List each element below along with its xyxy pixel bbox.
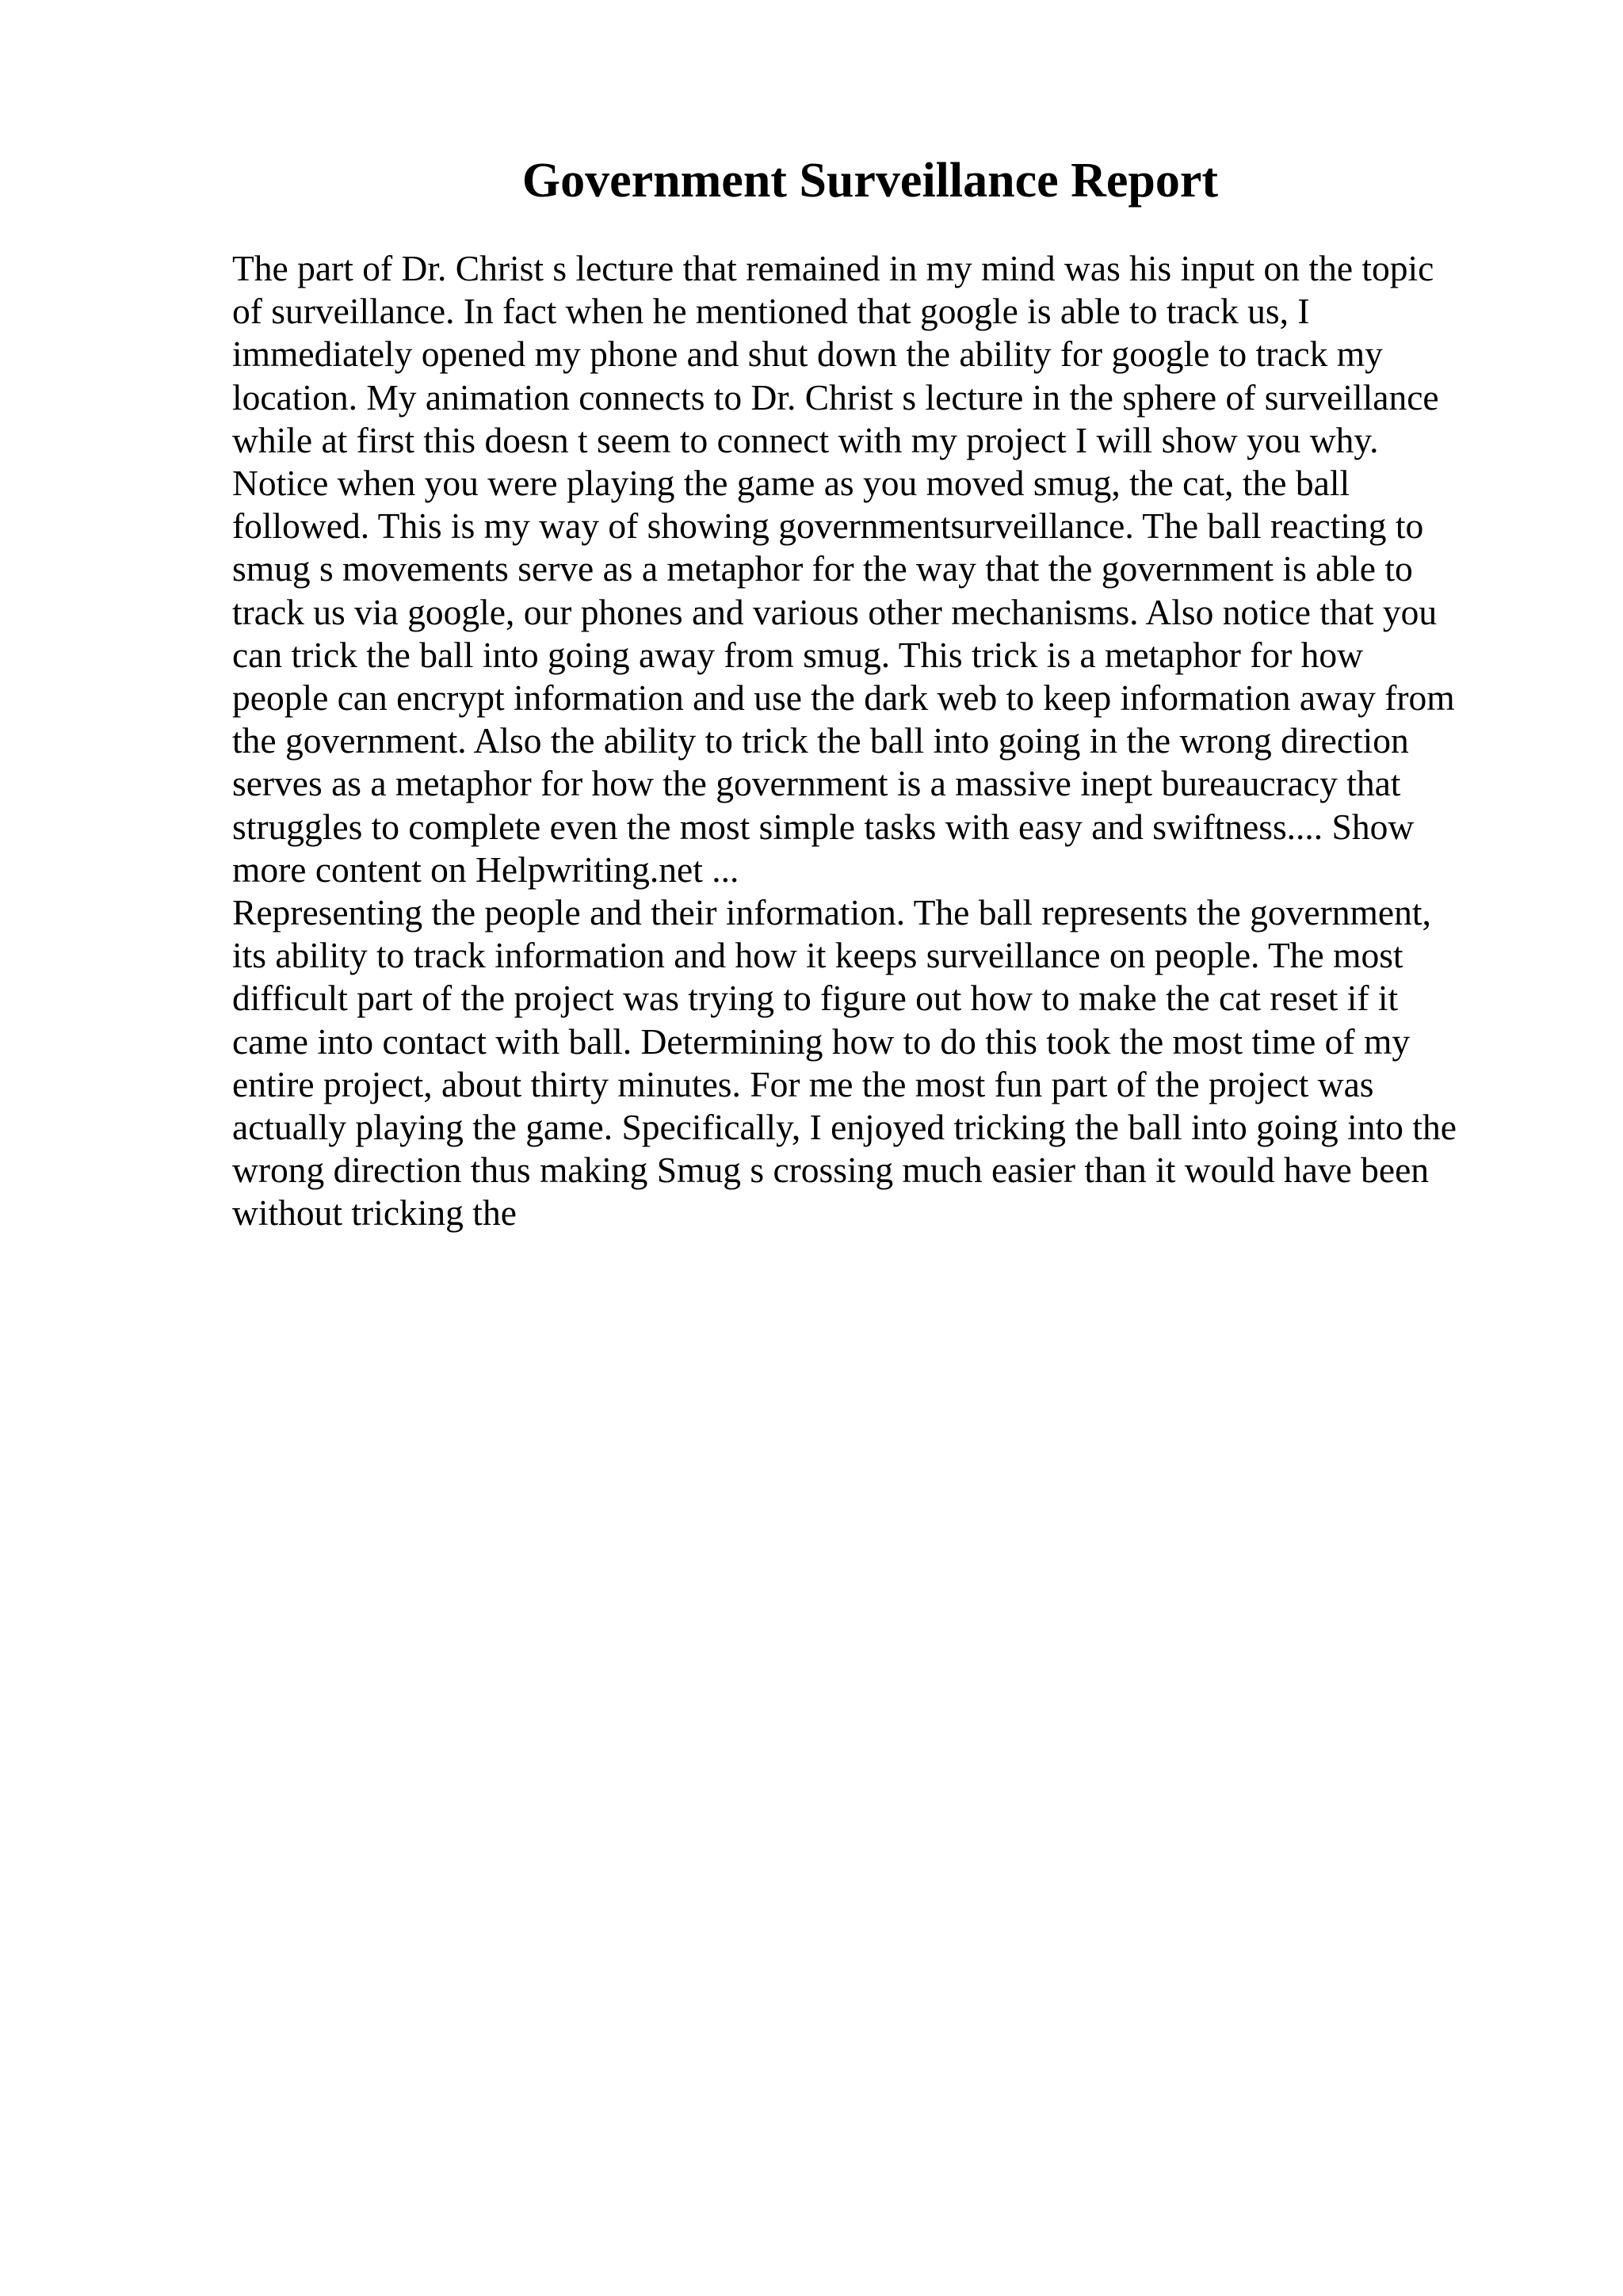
- body-line: wrong direction thus making Smug s crossing much easier than it would have been: [232, 1150, 1430, 1191]
- body-line: people can encrypt information and use the dark web to keep information away from: [232, 677, 1455, 719]
- body-line: Representing the people and their information. The ball represents the government,: [232, 892, 1431, 933]
- body-line: followed. This is my way of showing governmentsurveillance. The ball reacting to: [232, 505, 1424, 547]
- body-line: Notice when you were playing the game as you moved smug, the cat, the ball: [232, 463, 1350, 504]
- body-line: difficult part of the project was trying to figure out how to make the cat reset if it: [232, 978, 1399, 1019]
- body-line: struggles to complete even the most simple tasks with easy and swiftness.... Show: [232, 806, 1415, 847]
- body-line: entire project, about thirty minutes. For me the most fun part of the project was: [232, 1063, 1374, 1104]
- body-line: more content on Helpwriting.net ...: [232, 849, 739, 890]
- body-line: of surveillance. In fact when he mentioned that google is able to track us, I: [232, 291, 1310, 332]
- document-title: Government Surveillance Report: [521, 154, 1219, 208]
- body-line: the government. Also the ability to trick the ball into going in the wrong direction: [232, 720, 1409, 761]
- body-line: smug s movements serve as a metaphor for the way that the government is able to: [232, 548, 1413, 589]
- body-line: location. My animation connects to Dr. Christ s lecture in the sphere of surveillance: [232, 376, 1439, 418]
- body-line: track us via google, our phones and various other mechanisms. Also notice that you: [232, 591, 1438, 632]
- body-line: The part of Dr. Christ s lecture that remained in my mind was his input on the topic: [232, 248, 1434, 288]
- body-line: can trick the ball into going away from smug. This trick is a metaphor for how: [232, 634, 1364, 675]
- document-body: [232, 247, 1532, 1235]
- body-line: without tricking the: [232, 1192, 517, 1234]
- body-line: its ability to track information and how it keeps surveillance on people. The most: [232, 935, 1403, 976]
- body-line: while at first this doesn t seem to connect with my project I will show you why.: [232, 419, 1379, 460]
- body-line: came into contact with ball. Determining how to do this took the most time of my: [232, 1020, 1411, 1062]
- body-line: actually playing the game. Specifically, I enjoyed tricking the ball into going into the: [232, 1107, 1457, 1148]
- body-line: immediately opened my phone and shut down the ability for google to track my: [232, 334, 1383, 375]
- body-line: serves as a metaphor for how the government is a massive inept bureaucracy that: [232, 763, 1401, 804]
